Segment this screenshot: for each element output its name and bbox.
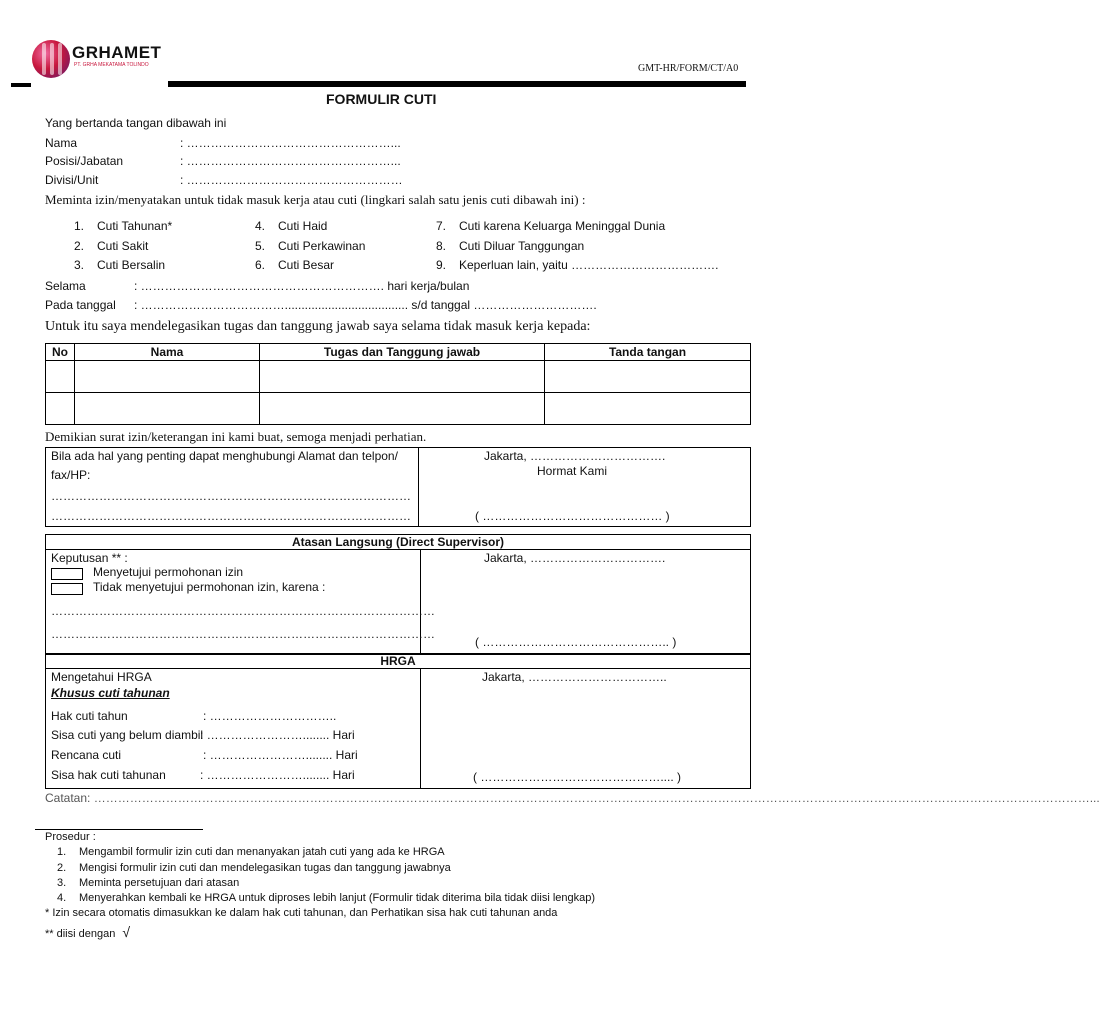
- contact-divider: [418, 447, 419, 527]
- hrga-signature[interactable]: ( ……………………………………….... ): [473, 770, 681, 784]
- notes-input[interactable]: [45, 791, 1100, 805]
- duration-label: Selama: [45, 279, 86, 293]
- leave-type-6-num: 6.: [255, 258, 266, 272]
- field-posisi-label: Posisi/Jabatan: [45, 154, 124, 168]
- leave-type-3-num: 3.: [74, 258, 85, 272]
- cell-nama[interactable]: [75, 393, 260, 425]
- request-statement: Meminta izin/menyatakan untuk tidak masuk kerja atau cuti (lingkari salah satu jenis cuti dibawah ini) :: [45, 192, 586, 207]
- leave-type-6[interactable]: Cuti Besar: [278, 258, 335, 272]
- table-row: [46, 361, 751, 393]
- leave-type-2[interactable]: Cuti Sakit: [97, 239, 149, 253]
- notes-text: Catatan: ……………………………………………………………………………………………………………………………………………………………………………………………………………………………...: [45, 791, 1100, 805]
- procedure-step-1-num: 1.: [57, 846, 67, 858]
- cell-nama[interactable]: [75, 361, 260, 393]
- duration-input[interactable]: : ……………………………………………………. hari kerja/bulan: [134, 279, 470, 293]
- hrga-title: HRGA: [380, 654, 416, 668]
- supervisor-signature[interactable]: ( ……………………………………….. ): [475, 635, 677, 649]
- cell-tugas[interactable]: [260, 393, 545, 425]
- procedure-divider: [35, 829, 203, 830]
- hrga-row-3-input[interactable]: : ……………………........ Hari: [203, 748, 358, 762]
- cell-tugas[interactable]: [260, 361, 545, 393]
- leave-type-7-num: 7.: [436, 219, 447, 233]
- header-divider: [168, 81, 746, 87]
- footnote-check: [45, 924, 130, 940]
- closing-statement: [45, 429, 426, 445]
- field-divisi-label: Divisi/Unit: [45, 173, 99, 187]
- hrga-place-date[interactable]: Jakarta, ……………………………..: [482, 670, 667, 684]
- company-logo-icon: [32, 40, 70, 78]
- field-nama-label: Nama: [45, 136, 78, 150]
- procedure-step-3-num: 3.: [57, 877, 67, 889]
- table-row: [46, 393, 751, 425]
- col-no: No: [46, 344, 75, 361]
- procedure-step-1: Mengambil formulir izin cuti dan menanyakan jatah cuti yang ada ke HRGA: [79, 846, 445, 858]
- field-posisi-input[interactable]: : ……………………………………………...: [180, 154, 401, 168]
- leave-type-4[interactable]: Cuti Haid: [278, 219, 328, 233]
- hrga-row-4-input[interactable]: : ……………………........ Hari: [200, 768, 355, 782]
- hrga-row-4-label: Sisa hak cuti tahunan: [51, 768, 166, 782]
- leave-type-5[interactable]: Cuti Perkawinan: [278, 239, 366, 253]
- reject-reason-input-2[interactable]: ……………………………………………………………………………………: [51, 627, 435, 641]
- delegation-table: [45, 343, 751, 425]
- leave-type-7[interactable]: Cuti karena Keluarga Meninggal Dunia: [459, 219, 666, 233]
- date-label: Pada tanggal: [45, 298, 116, 312]
- approve-checkbox[interactable]: [51, 568, 83, 580]
- brand-subtitle: PT. GRHA MEKATAMA TOLINDO: [74, 62, 149, 68]
- hrga-row-1-label: Hak cuti tahun: [51, 709, 128, 723]
- col-nama: Nama: [75, 344, 260, 361]
- leave-type-1-num: 1.: [74, 219, 85, 233]
- col-tanda-tangan: Tanda tangan: [545, 344, 751, 361]
- form-code: GMT-HR/FORM/CT/A0: [638, 63, 739, 74]
- leave-type-8[interactable]: Cuti Diluar Tanggungan: [459, 239, 585, 253]
- procedure-step-4-num: 4.: [57, 892, 67, 904]
- col-tugas: Tugas dan Tanggung jawab: [260, 344, 545, 361]
- procedure-step-2-num: 2.: [57, 862, 67, 874]
- reject-checkbox[interactable]: [51, 583, 83, 595]
- leave-type-5-num: 5.: [255, 239, 266, 253]
- hrga-row-1-input[interactable]: : …………………………..: [203, 709, 337, 723]
- intro-lead: Yang bertanda tangan dibawah ini: [45, 116, 227, 130]
- applicant-regards: Hormat Kami: [537, 464, 608, 478]
- closing-text: Demikian surat izin/keterangan ini kami buat, semoga menjadi perhatian.: [45, 429, 427, 444]
- cell-tanda-tangan[interactable]: [545, 361, 751, 393]
- procedure-step-4: Menyerahkan kembali ke HRGA untuk diproses lebih lanjut (Formulir tidak diterima bila tidak diisi lengkap): [79, 892, 596, 904]
- leave-type-8-num: 8.: [436, 239, 447, 253]
- footnote-annual: * Izin secara otomatis dimasukkan ke dalam hak cuti tahunan, dan Perhatikan sisa hak cuti tahunan anda: [45, 907, 558, 919]
- leave-type-2-num: 2.: [74, 239, 85, 253]
- supervisor-title: Atasan Langsung (Direct Supervisor): [291, 535, 505, 549]
- procedure-step-3: Meminta persetujuan dari atasan: [79, 877, 240, 889]
- field-divisi-input[interactable]: : ………………………………………………: [180, 173, 403, 187]
- supervisor-place-date[interactable]: Jakarta, …………………………….: [484, 551, 666, 565]
- hrga-row-3-label: Rencana cuti: [51, 748, 122, 762]
- field-nama-input[interactable]: : ……………………………………………...: [180, 136, 401, 150]
- procedure-title: Prosedur :: [45, 831, 96, 843]
- contact-line-1: Bila ada hal yang penting dapat menghubungi Alamat dan telpon/: [51, 449, 398, 463]
- leave-type-4-num: 4.: [255, 219, 266, 233]
- date-range-input[interactable]: : ………………………………..................................... s/d tanggal ………………………….: [134, 298, 597, 312]
- contact-line-2: fax/HP:: [51, 468, 91, 482]
- leave-type-1[interactable]: Cuti Tahunan*: [97, 219, 173, 233]
- contact-input-2[interactable]: ………………………………………………………………………………: [51, 509, 411, 523]
- hrga-header-line: [45, 668, 751, 669]
- hrga-row-2-input[interactable]: : ……………………........ Hari: [200, 728, 355, 742]
- approve-label: Menyetujui permohonan izin: [93, 565, 244, 579]
- supervisor-header-line: [45, 549, 751, 550]
- applicant-signature[interactable]: ( ……………………………………… ): [475, 509, 670, 523]
- check-mark-icon: √: [122, 924, 131, 940]
- leave-type-3[interactable]: Cuti Bersalin: [97, 258, 166, 272]
- cell-no[interactable]: [46, 393, 75, 425]
- header-divider-left: [11, 83, 31, 87]
- footnote-check-text: ** diisi dengan: [45, 928, 116, 940]
- brand-name: GRHAMET: [72, 43, 162, 62]
- contact-input-1[interactable]: ………………………………………………………………………………: [51, 489, 411, 503]
- cell-no[interactable]: [46, 361, 75, 393]
- leave-type-9[interactable]: Keperluan lain, yaitu ……………………………….: [459, 258, 719, 272]
- cell-tanda-tangan[interactable]: [545, 393, 751, 425]
- leave-type-9-num: 9.: [436, 258, 447, 272]
- reject-label: Tidak menyetujui permohonan izin, karena :: [93, 580, 326, 594]
- annual-leave-heading: Khusus cuti tahunan: [51, 686, 170, 700]
- procedure-step-2: Mengisi formulir izin cuti dan mendelegasikan tugas dan tanggung jawabnya: [79, 862, 451, 874]
- applicant-place-date[interactable]: Jakarta, …………………………….: [484, 449, 666, 463]
- hrga-divider: [420, 668, 421, 789]
- hrga-known-label: Mengetahui HRGA: [51, 670, 152, 684]
- delegation-statement: Untuk itu saya mendelegasikan tugas dan tanggung jawab saya selama tidak masuk kerja kepada:: [45, 319, 591, 334]
- reject-reason-input-1[interactable]: ……………………………………………………………………………………: [51, 604, 435, 618]
- page-title: FORMULIR CUTI: [326, 91, 437, 107]
- decision-label: Keputusan ** :: [51, 551, 128, 565]
- hrga-row-2-label: Sisa cuti yang belum diambil: [51, 728, 204, 742]
